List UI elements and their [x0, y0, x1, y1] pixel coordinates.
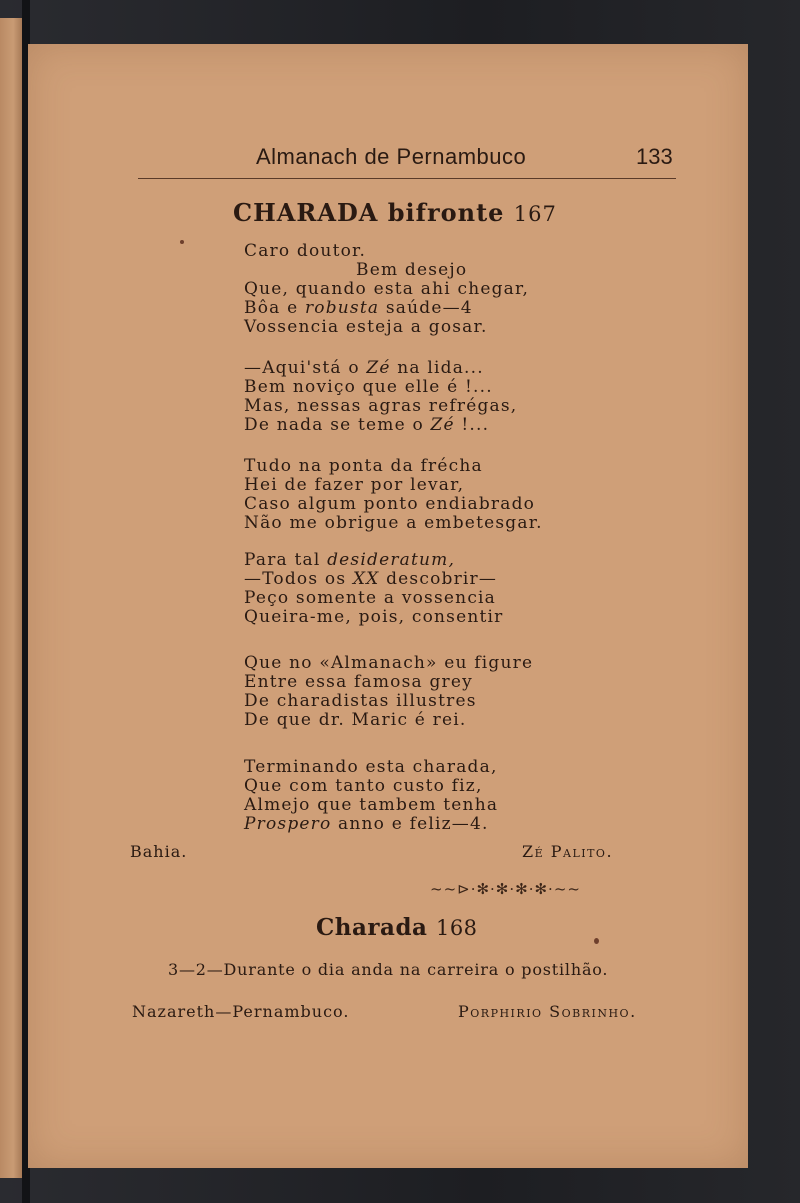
verse-line: Bem noviço que elle é !...: [244, 377, 493, 397]
ink-speck: [180, 240, 184, 244]
verse-line: Não me obrigue a embetesgar.: [244, 513, 543, 533]
ornamental-divider: ~~⊳·✻·✻·✻·✻·~~: [430, 880, 581, 898]
verse-line: Queira-me, pois, consentir: [244, 607, 504, 627]
verse-line: Tudo na ponta da frécha: [244, 456, 483, 476]
verse-line: Caro doutor.: [244, 241, 367, 261]
puzzle-168-place: Nazareth—Pernambuco.: [132, 1002, 350, 1021]
puzzle-168-title: [316, 914, 478, 941]
verse-line: Que com tanto custo fiz,: [244, 776, 483, 796]
verse-line: —Aqui'stá o Zé na lida...: [244, 358, 484, 378]
running-head-title: Almanach de Pernambuco: [256, 144, 527, 169]
puzzle-168-number: 168: [435, 916, 478, 940]
puzzle-167-title: [233, 198, 557, 227]
verse-line: Prospero anno e feliz—4.: [244, 814, 489, 834]
verse-line: Almejo que tambem tenha: [244, 795, 499, 815]
verse-line: Peço somente a vossencia: [244, 588, 497, 608]
previous-page-edge: [0, 18, 24, 1178]
puzzle-167-author: Zé Palito.: [522, 842, 614, 861]
verse-line: Que no «Almanach» eu figure: [244, 653, 534, 673]
puzzle-168-title-text: Charada: [316, 914, 428, 941]
verse-line: Hei de fazer por levar,: [244, 475, 465, 495]
ink-speck: [594, 938, 599, 944]
verse-line: Mas, nessas agras refrégas,: [244, 396, 518, 416]
verse-line: Para tal desideratum,: [244, 550, 456, 570]
puzzle-168-author: Porphirio Sobrinho.: [458, 1002, 637, 1021]
puzzle-167-place: Bahia.: [130, 842, 188, 861]
page-number: 133: [636, 144, 673, 169]
verse-line: Caso algum ponto endiabrado: [244, 494, 536, 514]
puzzle-167-number: 167: [513, 202, 557, 226]
verse-line: Entre essa famosa grey: [244, 672, 473, 692]
verse-line: De charadistas illustres: [244, 691, 477, 711]
verse-line: Terminando esta charada,: [244, 757, 498, 777]
verse-line: Bem desejo: [356, 260, 468, 280]
verse-line: Que, quando esta ahi chegar,: [244, 279, 530, 299]
verse-line: —Todos os XX descobrir—: [244, 569, 498, 589]
book-page: [28, 44, 748, 1168]
verse-line: De nada se teme o Zé !...: [244, 415, 490, 435]
verse-line: Bôa e robusta saúde—4: [244, 298, 473, 318]
puzzle-167-title-text: CHARADA bifronte: [233, 198, 505, 227]
puzzle-168-clue: 3—2—Durante o dia anda na carreira o postilhão.: [168, 960, 609, 979]
verse-line: Vossencia esteja a gosar.: [244, 317, 488, 337]
verse-line: De que dr. Maric é rei.: [244, 710, 467, 730]
header-rule: [138, 178, 676, 179]
